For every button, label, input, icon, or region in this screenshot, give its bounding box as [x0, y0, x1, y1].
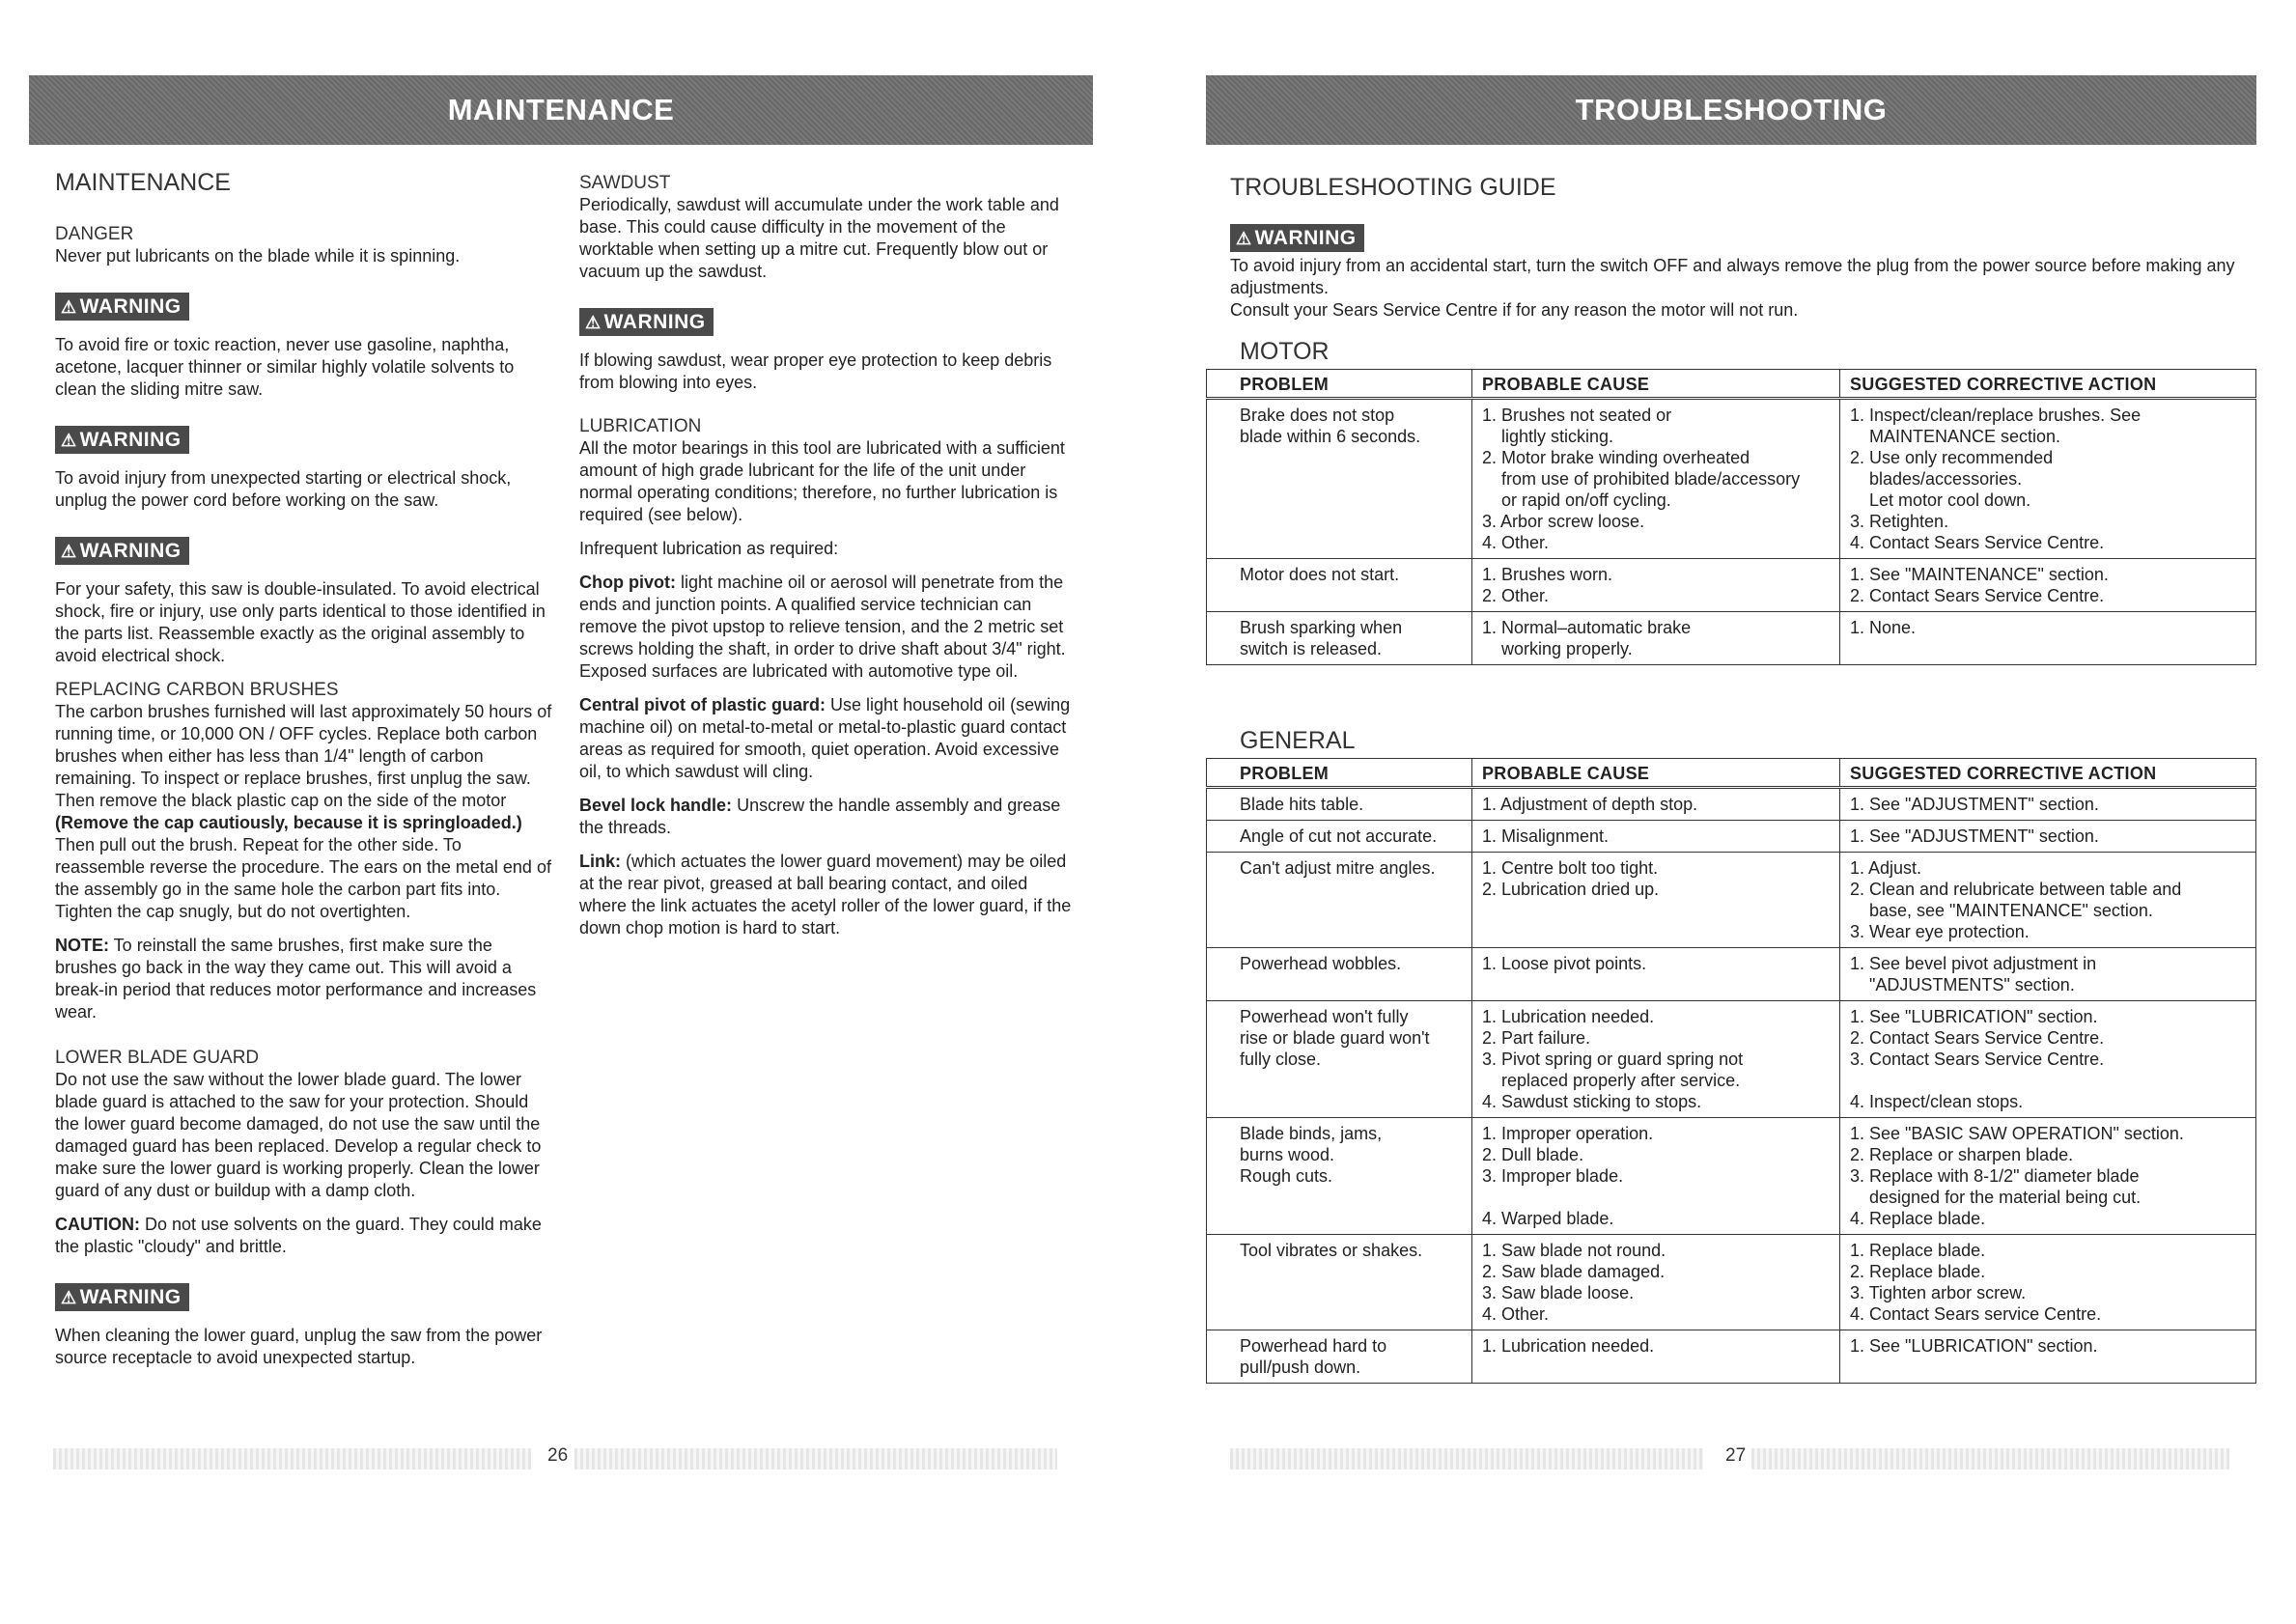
lubrication-title: LUBRICATION: [579, 416, 702, 436]
action-cell: [1840, 1330, 2256, 1384]
lube-item-text: Unscrew the handle assembly and grease the threads.: [579, 796, 1061, 837]
cell-line: 4. Other.: [1482, 1304, 1550, 1324]
guard-caution: [55, 1214, 552, 1258]
cell-line: Brush sparking when: [1240, 618, 1403, 637]
left-column-1: [55, 169, 552, 1381]
cell-line: [1482, 1187, 1830, 1208]
warning-triangle-icon: ⚠: [61, 297, 77, 317]
cell-line: 2. Use only recommended: [1850, 448, 2054, 467]
cell-line: 1. Loose pivot points.: [1482, 954, 1647, 973]
cell-line: 2. Replace blade.: [1850, 1262, 1986, 1281]
header-cause: PROBABLE CAUSE: [1472, 759, 1840, 788]
problem-cell: [1207, 559, 1472, 612]
cause-cell: [1472, 559, 1840, 612]
cell-line: 3. Saw blade loose.: [1482, 1283, 1635, 1302]
cell-line: Powerhead hard to: [1240, 1336, 1387, 1356]
cell-line: 4. Inspect/clean stops.: [1850, 1092, 2024, 1111]
general-table-body: [1207, 788, 2256, 1384]
action-cell: [1840, 399, 2256, 559]
warning-badge-4: [55, 1283, 189, 1311]
problem-cell: [1207, 1235, 1472, 1330]
lube-item-link: [579, 851, 1077, 939]
brushes-text-a: The carbon brushes furnished will last approximately 50 hours of running time, or 10,000 ON / OFF cycles. Replace both carbon brushes when either has less than 1/4" length of carbon remaining. To inspect or replace brushes, first unplug the saw. Then remove the black plastic cap on the side of the motor: [55, 702, 552, 810]
cell-line: 3. Improper blade.: [1482, 1166, 1624, 1186]
problem-cell: [1207, 788, 1472, 821]
cell-line: 1. Adjust.: [1850, 858, 1922, 878]
motor-table: [1206, 369, 2256, 665]
cell-line: 3. Retighten.: [1850, 512, 1949, 531]
action-cell: [1840, 821, 2256, 853]
cell-line: Angle of cut not accurate.: [1240, 826, 1438, 846]
cell-line: 3. Arbor screw loose.: [1482, 512, 1645, 531]
cell-line: 4. Contact Sears Service Centre.: [1850, 533, 2105, 552]
warning-triangle-icon: ⚠: [61, 542, 77, 561]
lube-item-text: light machine oil or aerosol will penetrate from the ends and junction points. A qualified service technician can remove the pivot upstop to relieve tension, and the 2 metric set screws holding the shaft, in order to drive shaft about 3/4" right. Exposed surfaces are lubricated with automotive type oil.: [579, 573, 1066, 681]
lube-item-text: Use light household oil (sewing machine oil) on metal-to-metal or metal-to-plastic guard contact areas as required for smooth, quiet operation. Avoid excessive oil, to which sawdust will cling.: [579, 695, 1071, 781]
cell-line: 1. None.: [1850, 618, 1917, 637]
problem-cell: [1207, 399, 1472, 559]
warning-label: WARNING: [603, 311, 706, 333]
action-cell: [1840, 559, 2256, 612]
lubrication-text: All the motor bearings in this tool are lubricated with a sufficient amount of high grade lubricant for the life of the unit under normal operating conditions; therefore, no further lubrication is required (see below).: [579, 438, 1065, 524]
problem-cell: [1207, 821, 1472, 853]
cell-line: 4. Contact Sears service Centre.: [1850, 1304, 2102, 1324]
cell-line: replaced properly after service.: [1482, 1071, 1741, 1090]
cause-cell: [1472, 853, 1840, 948]
cell-line: 1. Replace blade.: [1850, 1241, 1986, 1260]
problem-cell: [1207, 1330, 1472, 1384]
maintenance-banner: MAINTENANCE: [29, 75, 1093, 145]
problem-cell: [1207, 853, 1472, 948]
table-row: [1207, 948, 2256, 1001]
cell-line: 2. Motor brake winding overheated: [1482, 448, 1750, 467]
cell-line: 1. See "ADJUSTMENT" section.: [1850, 795, 2099, 814]
table-row: [1207, 853, 2256, 948]
footer-strip-left: [53, 1448, 531, 1470]
cell-line: 4. Sawdust sticking to stops.: [1482, 1092, 1702, 1111]
cause-cell: [1472, 1235, 1840, 1330]
note-text: To reinstall the same brushes, first make sure the brushes go back in the way they came out. This will avoid a break-in period that reduces motor performance and increases wear.: [55, 936, 537, 1022]
sawdust-text: Periodically, sawdust will accumulate under the work table and base. This could cause difficulty in the movement of the worktable when setting up a mitre cut. Frequently blow out or vacuum up the sawdust.: [579, 195, 1059, 281]
cell-line: burns wood.: [1240, 1145, 1335, 1164]
cell-line: 4. Other.: [1482, 533, 1550, 552]
cell-line: 3. Replace with 8-1/2" diameter blade: [1850, 1166, 2140, 1186]
warning-triangle-icon: ⚠: [61, 1288, 77, 1307]
footer-strip-left-2: [574, 1448, 1057, 1470]
caution-text: Do not use solvents on the guard. They could make the plastic "cloudy" and brittle.: [55, 1215, 542, 1256]
cell-line: base, see "MAINTENANCE" section.: [1850, 901, 2153, 920]
cell-line: Blade hits table.: [1240, 795, 1364, 814]
problem-cell: [1207, 612, 1472, 665]
table-header-row: [1207, 759, 2256, 788]
warning-label: WARNING: [79, 1286, 182, 1308]
cell-line: 1. Centre bolt too tight.: [1482, 858, 1659, 878]
action-cell: [1840, 853, 2256, 948]
intro-line-1: To avoid injury from an accidental start, turn the switch OFF and always remove the plug from the power source before making any adjustments.: [1230, 256, 2235, 297]
caution-label: CAUTION:: [55, 1215, 140, 1234]
troubleshooting-intro: [1230, 255, 2254, 322]
cell-line: 1. See "LUBRICATION" section.: [1850, 1336, 2098, 1356]
cause-cell: [1472, 399, 1840, 559]
cell-line: Can't adjust mitre angles.: [1240, 858, 1436, 878]
cell-line: 3. Pivot spring or guard spring not: [1482, 1050, 1744, 1069]
cell-line: 2. Replace or sharpen blade.: [1850, 1145, 2074, 1164]
cell-line: lightly sticking.: [1482, 427, 1614, 446]
cell-line: 1. See "MAINTENANCE" section.: [1850, 565, 2109, 584]
action-cell: [1840, 1001, 2256, 1118]
cell-line: "ADJUSTMENTS" section.: [1850, 975, 2075, 994]
cell-line: blade within 6 seconds.: [1240, 427, 1421, 446]
cell-line: 1. See "ADJUSTMENT" section.: [1850, 826, 2099, 846]
lube-item-central-pivot: [579, 694, 1077, 783]
cell-line: 1. Brushes worn.: [1482, 565, 1613, 584]
cell-line: designed for the material being cut.: [1850, 1188, 2142, 1207]
cell-line: Brake does not stop: [1240, 406, 1395, 425]
sawdust-title: SAWDUST: [579, 173, 671, 193]
brushes-text-bold: (Remove the cap cautiously, because it is springloaded.): [55, 813, 522, 832]
cell-line: 1. Inspect/clean/replace brushes. See: [1850, 406, 2142, 425]
cause-cell: [1472, 1330, 1840, 1384]
cell-line: 2. Lubrication dried up.: [1482, 880, 1660, 899]
warning-badge-5: [579, 308, 714, 336]
cell-line: 1. Lubrication needed.: [1482, 1336, 1655, 1356]
lube-item-chop-pivot: [579, 572, 1077, 683]
warning-label: WARNING: [79, 295, 182, 318]
cell-line: 2. Contact Sears Service Centre.: [1850, 586, 2105, 605]
table-header-row: [1207, 370, 2256, 399]
cell-line: Tool vibrates or shakes.: [1240, 1241, 1423, 1260]
brushes-title: REPLACING CARBON BRUSHES: [55, 680, 339, 700]
page-number-27: 27: [1725, 1445, 1747, 1466]
cell-line: 1. Saw blade not round.: [1482, 1241, 1666, 1260]
warning-label: WARNING: [79, 429, 182, 451]
cell-line: 1. See "LUBRICATION" section.: [1850, 1007, 2098, 1026]
footer-strip-right: [1230, 1448, 1703, 1470]
header-cause: PROBABLE CAUSE: [1472, 370, 1840, 399]
cell-line: pull/push down.: [1240, 1358, 1361, 1377]
page-number-26: 26: [547, 1445, 569, 1466]
cell-line: Motor does not start.: [1240, 565, 1400, 584]
troubleshooting-banner: TROUBLESHOOTING: [1206, 75, 2256, 145]
cell-line: 2. Clean and relubricate between table and: [1850, 880, 2182, 899]
cell-line: blades/accessories.: [1850, 469, 2023, 489]
guard-title: LOWER BLADE GUARD: [55, 1048, 260, 1068]
cell-line: 2. Saw blade damaged.: [1482, 1262, 1666, 1281]
troubleshooting-guide-title: TROUBLESHOOTING GUIDE: [1230, 174, 1556, 201]
problem-cell: [1207, 1001, 1472, 1118]
table-row: [1207, 788, 2256, 821]
lube-item-label: Chop pivot:: [579, 573, 676, 592]
table-row: [1207, 1330, 2256, 1384]
warning-triangle-icon: ⚠: [61, 431, 77, 450]
motor-table-body: [1207, 399, 2256, 665]
cause-cell: [1472, 821, 1840, 853]
warning-triangle-icon: ⚠: [585, 313, 602, 332]
motor-section-label: MOTOR: [1240, 338, 1330, 365]
danger-text: Never put lubricants on the blade while it is spinning.: [55, 246, 461, 266]
warning-badge-3: [55, 537, 189, 565]
maintenance-heading: MAINTENANCE: [55, 169, 231, 196]
table-row: [1207, 399, 2256, 559]
cell-line: 3. Tighten arbor screw.: [1850, 1283, 2027, 1302]
cell-line: 1. Lubrication needed.: [1482, 1007, 1655, 1026]
warning-text-2: To avoid injury from unexpected starting or electrical shock, unplug the power cord before working on the saw.: [55, 468, 512, 510]
table-row: [1207, 612, 2256, 665]
cell-line: 1. See "BASIC SAW OPERATION" section.: [1850, 1124, 2184, 1143]
brushes-text-b: Then pull out the brush. Repeat for the other side. To reassemble reverse the procedure. The ears on the metal end of the assembly go in the same hole the carbon part fits into. Tighten the cap snugly, but do not overtighten.: [55, 835, 551, 921]
cell-line: 1. See bevel pivot adjustment in: [1850, 954, 2097, 973]
general-table: [1206, 758, 2256, 1384]
footer-strip-right-2: [1751, 1448, 2229, 1470]
cell-line: 3. Wear eye protection.: [1850, 922, 2030, 941]
cell-line: 1. Adjustment of depth stop.: [1482, 795, 1698, 814]
warning-triangle-icon: ⚠: [1236, 229, 1252, 248]
cell-line: Powerhead won't fully: [1240, 1007, 1409, 1026]
lubrication-infrequent: Infrequent lubrication as required:: [579, 539, 839, 558]
cell-line: Rough cuts.: [1240, 1166, 1333, 1186]
cell-line: [1850, 1070, 2246, 1091]
cell-line: working properly.: [1482, 639, 1633, 658]
cause-cell: [1472, 1001, 1840, 1118]
header-problem: PROBLEM: [1207, 370, 1472, 399]
cell-line: MAINTENANCE section.: [1850, 427, 2061, 446]
cell-line: 4. Warped blade.: [1482, 1209, 1614, 1228]
warning-badge-1: [55, 293, 189, 321]
warning-text-3: For your safety, this saw is double-insulated. To avoid electrical shock, fire or injury, use only parts identical to those identified in the parts list. Reassemble exactly as the original assembly to avoid electrical shock.: [55, 579, 546, 665]
lube-item-label: Bevel lock handle:: [579, 796, 733, 815]
action-cell: [1840, 1118, 2256, 1235]
cell-line: 2. Other.: [1482, 586, 1550, 605]
header-action: SUGGESTED CORRECTIVE ACTION: [1840, 759, 2256, 788]
warning-label: WARNING: [1254, 227, 1357, 249]
lube-item-bevel-lock: [579, 795, 1077, 839]
cell-line: 2. Part failure.: [1482, 1028, 1591, 1048]
warning-text-4: When cleaning the lower guard, unplug the saw from the power source receptacle to avoid unexpected startup.: [55, 1326, 543, 1367]
intro-line-2: Consult your Sears Service Centre if for any reason the motor will not run.: [1230, 300, 1799, 320]
problem-cell: [1207, 948, 1472, 1001]
lube-item-text: (which actuates the lower guard movement) may be oiled at the rear pivot, greased at ball bearing contact, and oiled where the link actuates the acetyl roller of the lower guard, if the down chop motion is hard to start.: [579, 852, 1072, 938]
problem-cell: [1207, 1118, 1472, 1235]
table-row: [1207, 1001, 2256, 1118]
cell-line: 1. Improper operation.: [1482, 1124, 1654, 1143]
cell-line: fully close.: [1240, 1050, 1322, 1069]
action-cell: [1840, 788, 2256, 821]
lube-item-label: Link:: [579, 852, 621, 871]
page-27: [1148, 0, 2296, 1624]
cell-line: 2. Dull blade.: [1482, 1145, 1584, 1164]
table-row: [1207, 1118, 2256, 1235]
action-cell: [1840, 948, 2256, 1001]
action-cell: [1840, 612, 2256, 665]
header-action: SUGGESTED CORRECTIVE ACTION: [1840, 370, 2256, 399]
cell-line: switch is released.: [1240, 639, 1383, 658]
table-row: [1207, 1235, 2256, 1330]
warning-badge-2: [55, 426, 189, 454]
warning-text-1: To avoid fire or toxic reaction, never use gasoline, naphtha, acetone, lacquer thinner or similar highly volatile solvents to clean the sliding mitre saw.: [55, 335, 515, 399]
cell-line: 1. Brushes not seated or: [1482, 406, 1672, 425]
cause-cell: [1472, 612, 1840, 665]
cell-line: Powerhead wobbles.: [1240, 954, 1402, 973]
brushes-text: [55, 701, 552, 923]
warning-text-5: If blowing sawdust, wear proper eye protection to keep debris from blowing into eyes.: [579, 350, 1052, 392]
action-cell: [1840, 1235, 2256, 1330]
table-row: [1207, 821, 2256, 853]
cell-line: 1. Misalignment.: [1482, 826, 1610, 846]
cell-line: rise or blade guard won't: [1240, 1028, 1430, 1048]
table-row: [1207, 559, 2256, 612]
warning-badge-troubleshooting: [1230, 224, 1364, 252]
cause-cell: [1472, 948, 1840, 1001]
header-problem: PROBLEM: [1207, 759, 1472, 788]
cause-cell: [1472, 1118, 1840, 1235]
brushes-note: [55, 935, 552, 1023]
cause-cell: [1472, 788, 1840, 821]
cell-line: 4. Replace blade.: [1850, 1209, 1986, 1228]
general-section-label: GENERAL: [1240, 727, 1356, 754]
lube-item-label: Central pivot of plastic guard:: [579, 695, 826, 714]
cell-line: or rapid on/off cycling.: [1482, 490, 1671, 510]
guard-text: Do not use the saw without the lower blade guard. The lower blade guard is attached to the saw for your protection. Should the lower guard become damaged, do not use the saw until the damaged guard has been replaced. Develop a regular check to make sure the lower guard is working properly. Clean the lower guard of any dust or buildup with a damp cloth.: [55, 1070, 542, 1200]
cell-line: from use of prohibited blade/accessory: [1482, 469, 1801, 489]
cell-line: 1. Normal–automatic brake: [1482, 618, 1692, 637]
cell-line: 2. Contact Sears Service Centre.: [1850, 1028, 2105, 1048]
cell-line: Let motor cool down.: [1850, 490, 2031, 510]
warning-label: WARNING: [79, 540, 182, 562]
danger-title: DANGER: [55, 224, 134, 244]
cell-line: 3. Contact Sears Service Centre.: [1850, 1050, 2105, 1069]
note-label: NOTE:: [55, 936, 109, 955]
cell-line: Blade binds, jams,: [1240, 1124, 1383, 1143]
left-column-2: [579, 172, 1077, 951]
